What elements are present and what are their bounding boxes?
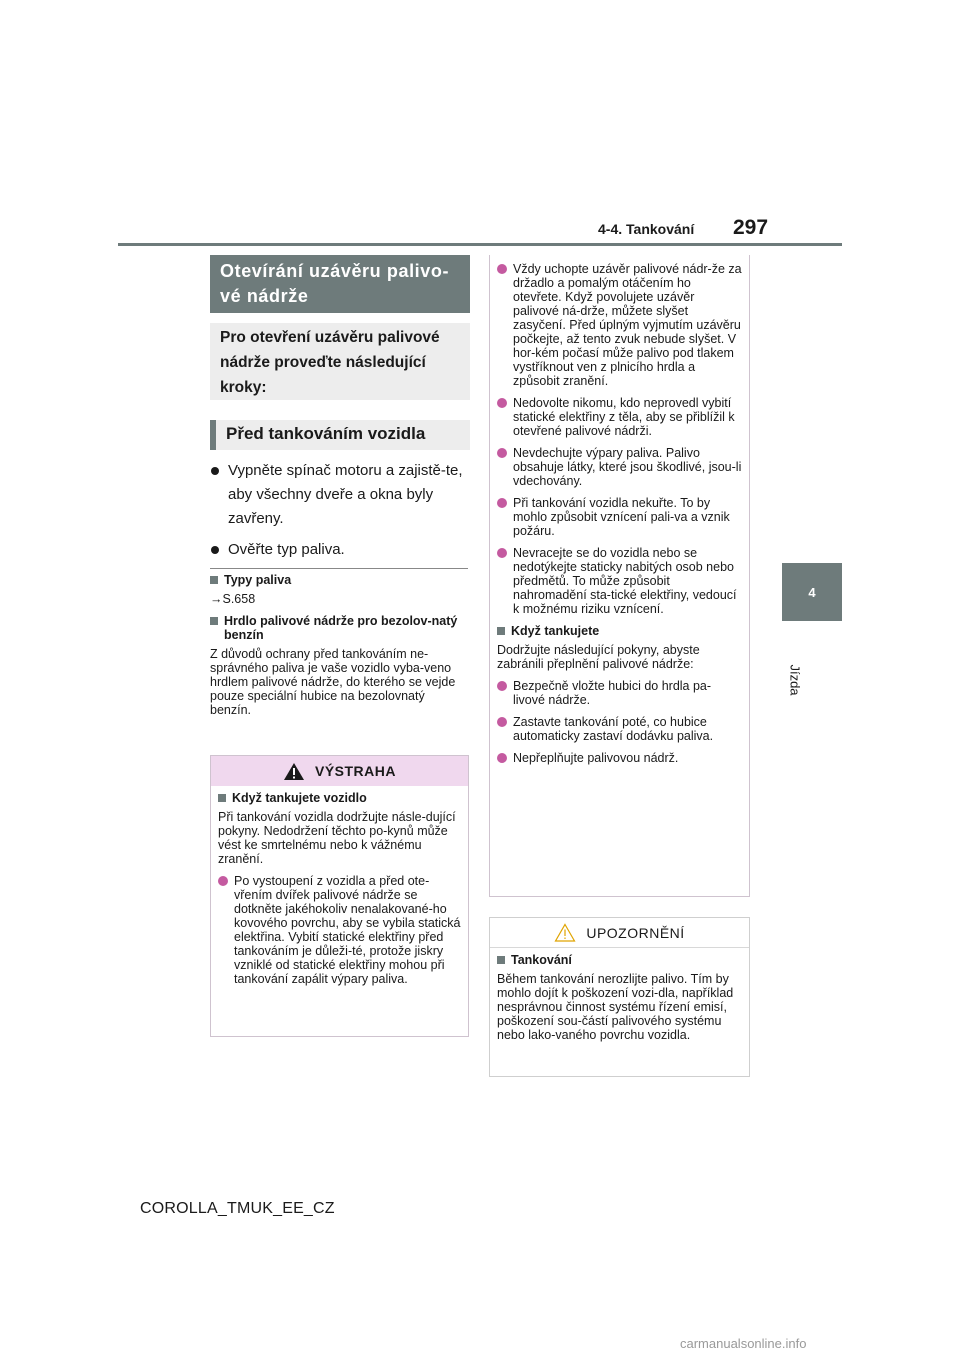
list-item: Nevdechujte výpary paliva. Palivo obsahuje látky, které jsou škodlivé, jsou-li vdechovány. (497, 446, 742, 488)
section-heading: Otevírání uzávěru palivo-vé nádrže (210, 255, 470, 313)
refuel-heading: Když tankujete (497, 624, 742, 638)
notice-header (490, 918, 749, 948)
info-heading: Hrdlo palivové nádrže pro bezolov-natý benzín (210, 614, 468, 642)
list-item: Vypněte spínač motoru a zajistě-te, aby všechny dveře a okna byly zavřeny. (210, 459, 470, 531)
caution-triangle-icon (554, 923, 576, 942)
info-text: →S.658 (210, 592, 256, 606)
document-code: COROLLA_TMUK_EE_CZ (140, 1200, 335, 1217)
subsection-heading: Před tankováním vozidla (210, 420, 470, 450)
watermark: carmanualsonline.info (680, 1336, 807, 1351)
list-item: Nedovolte nikomu, kdo neprovedl vybití statické elektřiny z těla, aby se přiblížil k otevřené palivové nádrži. (497, 396, 742, 438)
warning-box (210, 755, 469, 1037)
list-item: Zastavte tankování poté, co hubice automaticky zastaví dodávku paliva. (497, 715, 742, 743)
list-item: Při tankování vozidla nekuřte. To by mohlo způsobit vznícení pali-va a vznik požáru. (497, 496, 742, 538)
warning-continuation (489, 255, 750, 897)
warning-triangle-icon (283, 762, 305, 781)
info-heading: Typy paliva (210, 573, 468, 587)
intro-box: Pro otevření uzávěru palivové nádrže proveďte následující kroky: (210, 323, 470, 400)
notice-box (489, 917, 750, 1077)
steps-list (210, 459, 470, 569)
list-item: Nepřeplňujte palivovou nádrž. (497, 751, 742, 765)
chapter-number: 4 (808, 584, 816, 600)
page-number: 297 (733, 216, 769, 239)
info-section (210, 573, 468, 725)
list-item: Bezpečně vložte hubici do hrdla pa-livové nádrže. (497, 679, 742, 707)
warning-header (211, 756, 468, 786)
refuel-intro: Dodržujte následující pokyny, abyste zabránili přeplnění palivové nádrže: (497, 643, 700, 671)
list-item: Po vystoupení z vozidla a před ote-vřením dvířek palivové nádrže se dotkněte jakéhokoliv nenalakované-ho kovového povrchu, aby se vybila statická elektřina. Vybití statické elektřiny před tankováním je důleži-té, protože jiskry vzniklé od statické elektřiny mohou při tankování zapálit výpary paliva. (218, 874, 461, 986)
list-item: Nevracejte se do vozidla nebo se nedotýkejte staticky nabitých osob nebo předmětů. To může způsobit nahromadění sta-tické elektřiny, vedoucí k možnému riziku vznícení. (497, 546, 742, 616)
chapter-label: Jízda (787, 664, 803, 696)
notice-body (490, 948, 749, 1055)
warning-heading: Když tankujete vozidlo (218, 791, 461, 805)
notice-title: UPOZORNĚNÍ (586, 924, 685, 941)
warning-title: VÝSTRAHA (314, 763, 396, 779)
list-item: Ověřte typ paliva. (210, 538, 470, 562)
info-text: Z důvodů ochrany před tankováním ne-správného paliva je vaše vozidlo vyba-veno hrdlem palivové nádrže, do kterého se vejde pouze speciální hubice na bezolovnatý benzín. (210, 647, 456, 717)
notice-text: Během tankování nerozlijte palivo. Tím by mohlo dojít k poškození vozi-dla, například nesprávnou činnost systému řízení emisí, poškození sou-částí palivového systému nebo lako-vaného povrchu vozidla. (497, 972, 734, 1042)
header-rule (118, 243, 842, 246)
list-item: Vždy uchopte uzávěr palivové nádr-že za držadlo a pomalým otáčením ho otevřete. Když povolujete uzávěr palivové ná-drže, můžete slyšet zasyčení. Před úplným vyjmutím uzávěru počkejte, až tento zvuk nebude slyšet. V hor-kém počasí může palivo pod tlakem vystříknout ven z plnicího hrdla a způsobit zranění. (497, 262, 742, 388)
section-title: 4-4. Tankování (598, 221, 695, 237)
notice-heading: Tankování (497, 953, 742, 967)
warning-intro: Při tankování vozidla dodržujte násle-dující pokyny. Nedodržení těchto po-kynů může vést ke smrtelnému nebo k vážnému zranění. (218, 810, 456, 866)
chapter-tab (782, 563, 842, 621)
divider (210, 568, 468, 569)
warning-body (211, 786, 468, 999)
